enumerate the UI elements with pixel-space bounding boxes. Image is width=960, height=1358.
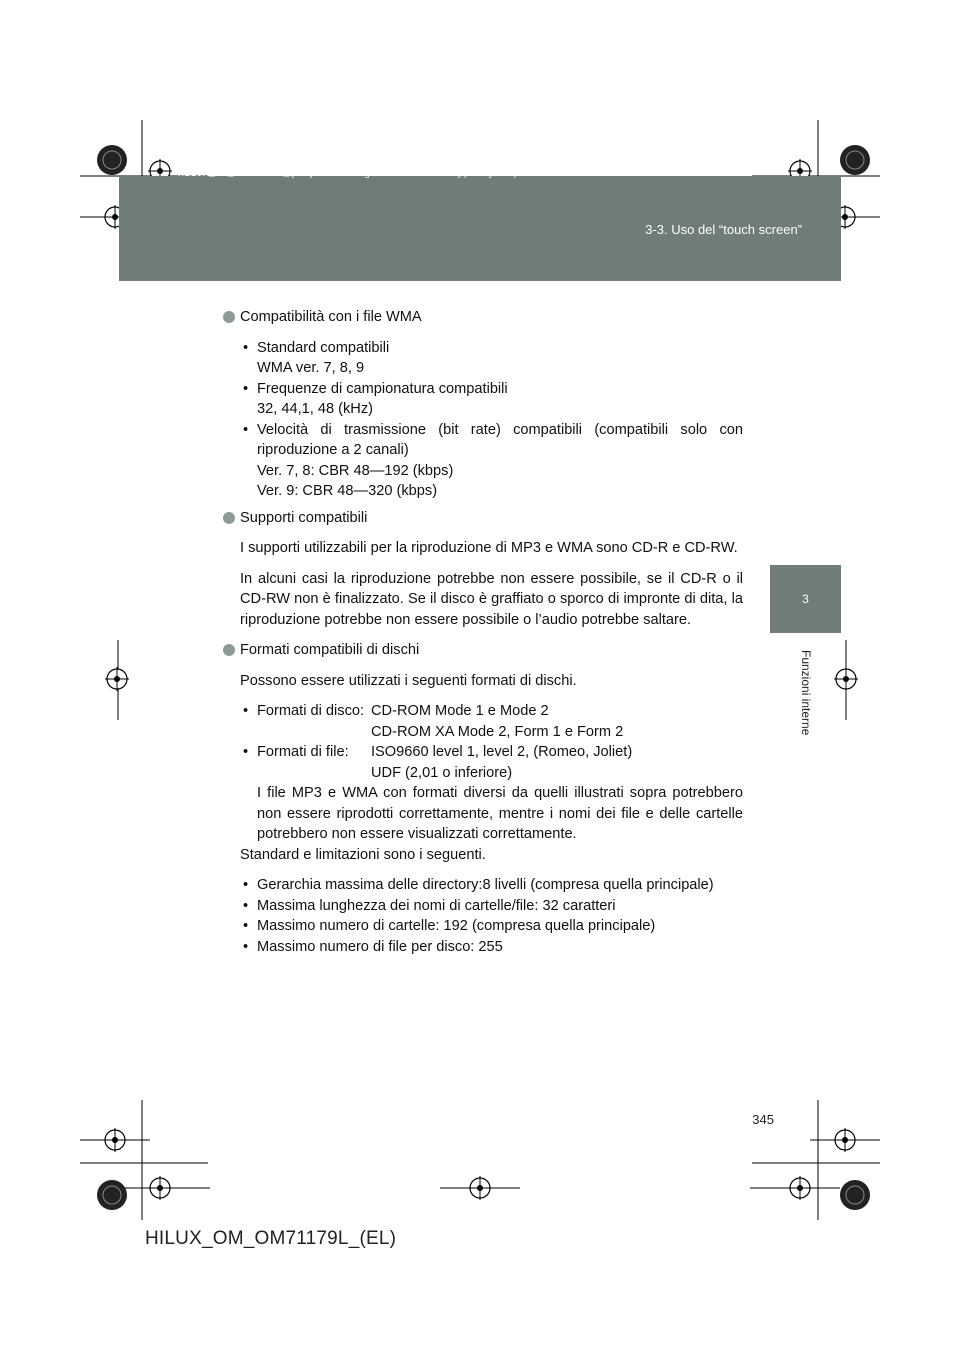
section-heading-text: Formati compatibili di dischi xyxy=(240,642,420,658)
chapter-name: Funzioni interne xyxy=(799,650,813,736)
format-note: I file MP3 e WMA con formati diversi da quelli illustrati sopra potrebbero non essere riprodotti correttamente, mentre i nomi dei file e delle cartelle potrebbero non essere visualizzati correttamente. xyxy=(257,785,743,842)
bullet-mark: • xyxy=(243,703,249,719)
bullet-mark: • xyxy=(243,744,249,760)
format-value: CD-ROM XA Mode 2, Form 1 e Form 2 xyxy=(371,723,624,740)
bullet-mark: • xyxy=(243,421,249,438)
list-item xyxy=(240,742,743,783)
wma-spec-list xyxy=(240,338,743,502)
bullet-dot-icon xyxy=(223,512,235,524)
paragraph: Possono essere utilizzati i seguenti formati di dischi. xyxy=(240,672,577,689)
list-item xyxy=(240,338,743,379)
chapter-number: 3 xyxy=(802,592,809,606)
section-heading-text: Compatibilità con i file WMA xyxy=(240,309,422,325)
bullet-mark: • xyxy=(243,339,249,356)
doc-code: HILUX_OM_OM71179L_(EL) xyxy=(145,1228,397,1249)
limits-list xyxy=(240,875,743,957)
format-term: Formati di file: xyxy=(257,744,349,760)
list-line: Ver. 7, 8: CBR 48—192 (kbps) xyxy=(257,462,454,479)
bullet-mark: • xyxy=(243,380,249,397)
bullet-mark: • xyxy=(243,938,249,955)
list-line: Velocità di trasmissione (bit rate) compatibili (compatibili solo con riproduzione a 2 canali) xyxy=(257,421,743,458)
paragraph: I supporti utilizzabili per la riproduzione di MP3 e WMA sono CD-R e CD-RW. xyxy=(240,540,738,556)
section-wma xyxy=(240,307,743,502)
list-item xyxy=(240,701,743,742)
limits-intro: Standard e limitazioni sono i seguenti. xyxy=(240,846,486,863)
paragraph: In alcuni casi la riproduzione potrebbe non essere possibile, se il CD-R o il CD-RW non è finalizzato. Se il disco è graffiato o sporco di impronte di dita, la riproduzione potrebbe non essere possibile o l’audio potrebbe saltare. xyxy=(240,570,743,628)
limit-text: Massima lunghezza dei nomi di cartelle/file: 32 caratteri xyxy=(257,897,616,914)
list-item xyxy=(240,875,743,896)
bullet-mark: • xyxy=(243,877,249,893)
limit-text: Massimo numero di cartelle: 192 (compresa quella principale) xyxy=(257,918,656,934)
chapter-tab xyxy=(770,565,841,633)
limit-text: Gerarchia massima delle directory:8 livelli (compresa quella principale) xyxy=(257,877,714,893)
list-item xyxy=(240,916,743,937)
list-line: Frequenze di campionatura compatibili xyxy=(257,380,508,397)
page-number: 345 xyxy=(752,1112,774,1127)
format-list xyxy=(240,701,743,783)
book-stamp: HILUX_OM_OM71179L_(EL).book Page 345 Wednesday, May 16, 2012 11:37 AM xyxy=(178,169,606,180)
section-media xyxy=(240,508,743,631)
section-heading xyxy=(240,307,743,328)
page-content xyxy=(240,307,743,961)
format-value: UDF (2,01 o inferiore) xyxy=(371,764,513,781)
list-line: Ver. 9: CBR 48—320 (kbps) xyxy=(257,483,438,499)
list-item xyxy=(240,420,743,502)
section-heading xyxy=(240,508,743,529)
section-heading xyxy=(240,640,743,661)
list-line: WMA ver. 7, 8, 9 xyxy=(257,360,365,376)
bullet-dot-icon xyxy=(223,311,235,323)
bullet-mark: • xyxy=(243,918,249,934)
section-heading-text: Supporti compatibili xyxy=(240,509,368,526)
list-line: 32, 44,1, 48 (kHz) xyxy=(257,401,373,417)
list-line: Standard compatibili xyxy=(257,339,390,356)
list-item xyxy=(240,896,743,917)
limit-text: Massimo numero di file per disco: 255 xyxy=(257,938,503,955)
bullet-mark: • xyxy=(243,897,249,914)
list-item xyxy=(240,937,743,958)
section-title: 3-3. Uso del “touch screen” xyxy=(645,222,802,237)
section-formats xyxy=(240,640,743,957)
list-item xyxy=(240,379,743,420)
format-value: ISO9660 level 1, level 2, (Romeo, Joliet) xyxy=(371,744,633,760)
format-term: Formati di disco: xyxy=(257,703,365,719)
bullet-dot-icon xyxy=(223,644,235,656)
format-value: CD-ROM Mode 1 e Mode 2 xyxy=(371,703,549,719)
